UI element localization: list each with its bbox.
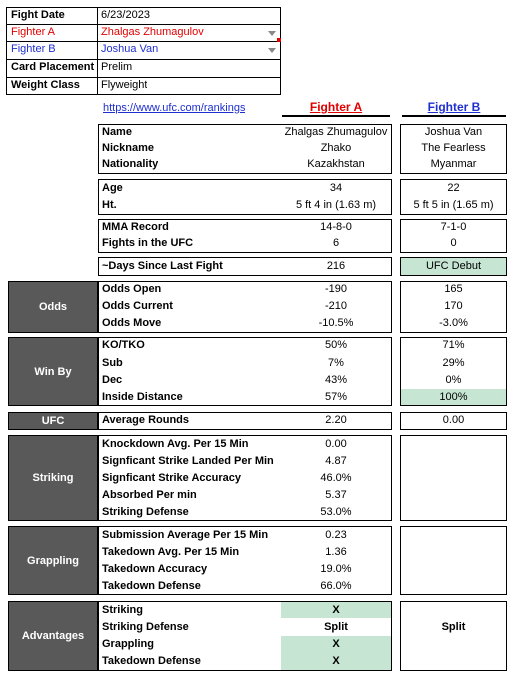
fighter-a-ko: 50%	[324, 339, 348, 351]
fighter-b-header	[402, 99, 506, 117]
record-label: MMA Record	[102, 221, 169, 233]
fight-date-value[interactable]: 6/23/2023	[101, 9, 150, 21]
fighter-a-record: 14-8-0	[320, 221, 352, 233]
fight-date-label: Fight Date	[11, 9, 65, 21]
advantages-box-b	[400, 601, 507, 671]
fighter-b-nationality: Myanmar	[430, 158, 477, 170]
striking-label: Striking Defense	[102, 506, 189, 518]
weight-class-label: Weight Class	[11, 79, 80, 91]
fighter-b-inside-distance: 100%	[439, 391, 468, 403]
advantage-label: Grappling	[102, 638, 154, 650]
rankings-link-wrap	[103, 100, 245, 117]
fighter-b-ko: 71%	[442, 339, 465, 351]
fighter-b-label: Fighter B	[11, 43, 56, 55]
fighter-b-ufc-fights: 0	[450, 237, 457, 249]
fighter-a-adv-striking-defense: Split	[324, 621, 348, 633]
profile-label: Name	[102, 126, 132, 138]
fighter-a-header	[282, 99, 390, 117]
fighter-a-adv-striking: X	[332, 604, 340, 616]
fighter-a-nickname: Zhako	[320, 142, 352, 154]
odds-section-label: Odds	[8, 281, 98, 333]
profile-label: Nationality	[102, 158, 159, 170]
chevron-down-icon[interactable]	[268, 48, 276, 53]
fighter-a-takedown-accuracy: 19.0%	[320, 563, 352, 575]
fighter-a-sig-strikes-landed: 4.87	[325, 455, 347, 467]
fighter-a-adv-takedown-defense: X	[332, 655, 340, 667]
fighter-a-name: Zhalgas Zhumagulov	[284, 126, 388, 138]
ufc-label: Average Rounds	[102, 414, 190, 426]
ufc-section-label: UFC	[8, 412, 98, 430]
fighter-a-ufc-fights: 6	[332, 237, 340, 249]
fighter-b-odds-current: 170	[444, 300, 463, 312]
fighter-a-select[interactable]: Zhalgas Zhumagulov	[101, 26, 204, 38]
fighter-a-striking-defense: 53.0%	[320, 506, 352, 518]
grappling-label: Submission Average Per 15 Min	[102, 529, 269, 541]
fighter-b-record: 7-1-0	[440, 221, 467, 233]
fighter-b-sub: 29%	[442, 357, 465, 369]
fighter-b-odds-move: -3.0%	[439, 317, 468, 329]
fighter-a-days: 216	[326, 260, 346, 272]
col-divider	[97, 7, 98, 95]
advantage-label: Striking Defense	[102, 621, 189, 633]
odds-label: Odds Move	[102, 317, 162, 329]
odds-label: Odds Open	[102, 283, 162, 295]
striking-label: Signficant Strike Landed Per Min	[102, 455, 274, 467]
winby-label: Sub	[102, 357, 123, 369]
fighter-a-dec: 43%	[324, 374, 348, 386]
winby-label: KO/TKO	[102, 339, 145, 351]
fighter-b-header-text: Fighter B	[427, 100, 481, 114]
fighter-b-select[interactable]: Joshua Van	[101, 43, 159, 55]
winby-label: Dec	[102, 374, 123, 386]
grappling-box-b	[400, 526, 507, 595]
days-label: ~Days Since Last Fight	[102, 260, 223, 272]
fighter-b-odds-open: 165	[444, 283, 463, 295]
fighter-a-absorbed: 5.37	[325, 489, 347, 501]
weight-class-value[interactable]: Flyweight	[101, 79, 148, 91]
physical-label: Age	[102, 182, 123, 194]
fighter-a-adv-grappling: X	[332, 638, 340, 650]
fighter-a-height: 5 ft 4 in (1.63 m)	[295, 199, 377, 211]
fighter-b-avg-rounds: 0.00	[442, 414, 465, 426]
striking-label: Absorbed Per min	[102, 489, 197, 501]
fighter-b-dec: 0%	[445, 374, 462, 386]
fighter-a-knockdown-avg: 0.00	[325, 438, 347, 450]
comment-marker-icon	[277, 38, 281, 42]
fighter-b-adv-striking-defense: Split	[441, 621, 466, 633]
grappling-label: Takedown Defense	[102, 580, 201, 592]
odds-label: Odds Current	[102, 300, 173, 312]
fighter-a-sub: 7%	[328, 357, 344, 369]
winby-label: Inside Distance	[102, 391, 183, 403]
advantage-label: Takedown Defense	[102, 655, 201, 667]
fighter-b-age: 22	[447, 182, 460, 194]
fighter-a-avg-rounds: 2.20	[325, 414, 347, 426]
fighter-a-age: 34	[329, 182, 343, 194]
fighter-a-odds-open: -190	[324, 283, 348, 295]
advantages-section-label: Advantages	[8, 601, 98, 671]
grappling-label: Takedown Accuracy	[102, 563, 208, 575]
profile-label: Nickname	[102, 142, 154, 154]
fighter-a-header-text: Fighter A	[309, 100, 363, 114]
grappling-section-label: Grappling	[8, 526, 98, 595]
striking-section-label: Striking	[8, 435, 98, 521]
fighter-a-sub-avg: 0.23	[325, 529, 347, 541]
fighter-a-odds-move: -10.5%	[318, 317, 354, 329]
record-label: Fights in the UFC	[102, 237, 194, 249]
fighter-a-sig-strike-accuracy: 46.0%	[320, 472, 352, 484]
advantage-label: Striking	[102, 604, 143, 616]
fighter-a-inside-distance: 57%	[324, 391, 348, 403]
striking-label: Knockdown Avg. Per 15 Min	[102, 438, 249, 450]
striking-box-b	[400, 435, 507, 521]
fighter-a-nationality: Kazakhstan	[307, 158, 365, 170]
winby-section-label: Win By	[8, 337, 98, 406]
chevron-down-icon[interactable]	[268, 31, 276, 36]
fighter-a-label: Fighter A	[11, 26, 56, 38]
fighter-b-name: Joshua Van	[424, 126, 483, 138]
striking-label: Signficant Strike Accuracy	[102, 472, 241, 484]
fighter-a-odds-current: -210	[324, 300, 348, 312]
fighter-a-takedown-avg: 1.36	[325, 546, 347, 558]
grappling-label: Takedown Avg. Per 15 Min	[102, 546, 240, 558]
card-placement-value[interactable]: Prelim	[101, 61, 133, 73]
fighter-a-takedown-defense: 66.0%	[320, 580, 352, 592]
card-placement-label: Card Placement	[11, 61, 95, 73]
fighter-b-days: UFC Debut	[425, 260, 482, 272]
fighter-b-nickname: The Fearless	[421, 142, 486, 154]
physical-label: Ht.	[102, 199, 117, 211]
rankings-link[interactable]: https://www.ufc.com/rankings	[103, 102, 246, 114]
fighter-b-height: 5 ft 5 in (1.65 m)	[413, 199, 494, 211]
